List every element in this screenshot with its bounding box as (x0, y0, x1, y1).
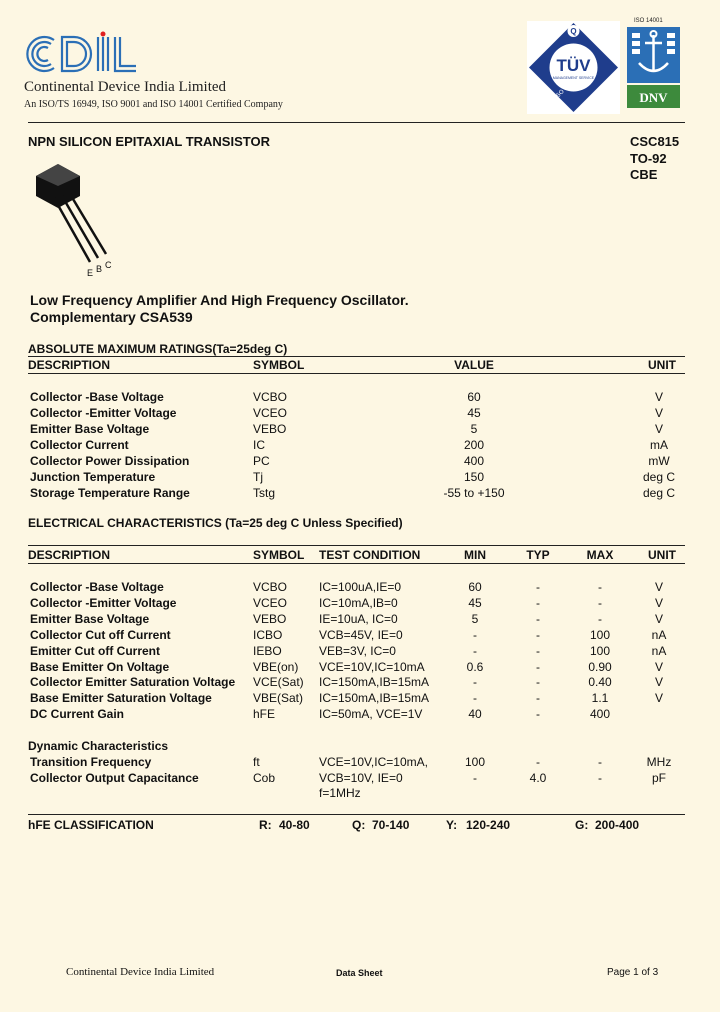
abs-max-description: Storage Temperature Range (30, 486, 190, 500)
elec-row-description: Collector -Base Voltage (30, 580, 164, 594)
abs-max-symbol: PC (253, 454, 270, 468)
cdil-logo (24, 30, 138, 78)
elec-divider-top (28, 545, 685, 546)
description-line-1: Low Frequency Amplifier And High Frequency Oscillator. (30, 292, 409, 308)
dynamic-row-min: - (473, 771, 477, 785)
svg-text:Q: Q (570, 27, 577, 36)
abs-max-symbol: VCEO (253, 406, 288, 420)
abs-max-divider-bottom (28, 373, 685, 374)
elec-row-description: Collector -Emitter Voltage (30, 595, 177, 610)
elec-row-symbol: IEBO (253, 643, 282, 658)
elec-row-min: 5 (471, 611, 479, 626)
pin-label-c: C (105, 260, 112, 270)
abs-max-header-value: VALUE (454, 358, 494, 372)
abs-max-description: Collector Current (30, 438, 129, 452)
hfe-class-q-range: 70-140 (372, 818, 410, 832)
to92-package-illustration (30, 158, 130, 280)
tuv-certification-badge (527, 21, 620, 114)
abs-max-divider-top (28, 356, 685, 357)
elec-row-max: 0.40 (588, 675, 612, 690)
abs-max-value: 5 (470, 422, 478, 436)
pinout: CBE (630, 167, 658, 182)
elec-row-min: 40 (468, 707, 482, 722)
elec-row-max: 100 (589, 643, 611, 658)
part-number: CSC815 (630, 134, 680, 149)
package-type: TO-92 (630, 151, 667, 166)
elec-row-description: DC Current Gain (30, 707, 125, 722)
abs-max-unit: V (654, 406, 663, 420)
abs-max-description: Collector -Base Voltage (30, 390, 164, 404)
elec-header-symbol: SYMBOL (253, 548, 305, 562)
elec-header-typ: TYP (526, 548, 550, 562)
hfe-class-g-range: 200-400 (595, 818, 640, 832)
abs-max-unit: deg C (642, 486, 676, 500)
elec-row-max: 400 (589, 707, 611, 722)
company-name: Continental Device India Limited (24, 79, 227, 95)
abs-max-description: Junction Temperature (30, 470, 156, 484)
abs-max-description: Collector Power Dissipation (30, 454, 190, 468)
abs-max-description: Emitter Base Voltage (30, 422, 150, 436)
elec-row-typ: - (536, 595, 540, 610)
elec-row-description: Base Emitter On Voltage (30, 659, 170, 674)
header-divider (28, 122, 685, 123)
abs-max-symbol: VCBO (253, 390, 288, 404)
footer-page: Page 1 of 3 (607, 967, 659, 978)
abs-max-title: ABSOLUTE MAXIMUM RATINGS(Ta=25deg C) (28, 342, 288, 356)
certification-line: An ISO/TS 16949, ISO 9001 and ISO 14001 Certified Company (24, 99, 283, 110)
elec-row-symbol: VCE(Sat) (253, 675, 304, 690)
elec-row-max: - (598, 580, 602, 594)
elec-row-typ: - (536, 627, 540, 642)
abs-max-value: -55 to +150 (443, 486, 505, 500)
elec-row-typ: - (536, 691, 540, 706)
dynamic-title: Dynamic Characteristics (28, 739, 169, 753)
elec-row-symbol: VEBO (253, 611, 287, 626)
elec-row-description: Base Emitter Saturation Voltage (30, 691, 212, 706)
description-line-2: Complementary CSA539 (30, 309, 193, 325)
elec-row-condition: IC=100uA,IE=0 (319, 580, 402, 594)
elec-row-description: Emitter Base Voltage (30, 611, 150, 626)
footer-doc-type: Data Sheet (336, 968, 383, 978)
elec-row-min: - (473, 691, 477, 706)
elec-row-max: - (598, 595, 602, 610)
elec-row-unit: nA (651, 643, 667, 658)
elec-row-typ: - (536, 659, 540, 674)
abs-max-description: Collector -Emitter Voltage (30, 406, 177, 420)
abs-max-symbol: Tj (253, 470, 263, 484)
dynamic-row-unit: pF (651, 771, 666, 785)
elec-row-description: Collector Cut off Current (30, 627, 171, 642)
dynamic-row-max: - (598, 771, 602, 785)
elec-row-typ: - (536, 707, 540, 722)
elec-row-symbol: VCBO (253, 580, 288, 594)
dynamic-row-description: Collector Output Capacitance (30, 771, 199, 785)
elec-header-max: MAX (586, 548, 614, 562)
elec-row-min: - (473, 627, 477, 642)
abs-max-header-symbol: SYMBOL (253, 358, 305, 372)
elec-row-symbol: VCEO (253, 595, 288, 610)
elec-row-min: - (473, 643, 477, 658)
elec-row-condition: VCB=45V, IE=0 (319, 627, 403, 642)
hfe-class-q-label: Q: (352, 818, 366, 832)
abs-max-header-unit: UNIT (648, 358, 676, 372)
dynamic-extra-condition: f=1MHz (319, 786, 361, 800)
elec-row-symbol: VBE(Sat) (253, 691, 304, 706)
abs-max-value: 400 (463, 454, 485, 468)
elec-row-condition: IC=10mA,IB=0 (319, 595, 398, 610)
abs-max-unit: mW (648, 454, 670, 468)
elec-row-max: - (598, 611, 602, 626)
elec-row-typ: - (536, 580, 540, 594)
dynamic-row-max: - (598, 755, 602, 769)
abs-max-value: 60 (467, 390, 481, 404)
hfe-divider (28, 814, 685, 815)
elec-title: ELECTRICAL CHARACTERISTICS (Ta=25 deg C Unless Specified) (28, 516, 403, 530)
dynamic-row-unit: MHz (646, 755, 672, 769)
elec-row-typ: - (536, 675, 540, 690)
elec-row-unit: V (654, 611, 663, 626)
hfe-class-g-label: G: (575, 818, 589, 832)
elec-row-max: 0.90 (588, 659, 612, 674)
dynamic-row-min: 100 (464, 755, 486, 769)
elec-row-min: 0.6 (466, 659, 484, 674)
elec-row-max: 1.1 (591, 691, 609, 706)
elec-row-condition: IC=150mA,IB=15mA (319, 675, 430, 690)
elec-row-symbol: ICBO (253, 627, 283, 642)
abs-max-unit: V (654, 422, 663, 436)
hfe-title: hFE CLASSIFICATION (28, 818, 154, 832)
abs-max-symbol: Tstg (253, 486, 276, 500)
abs-max-value: 200 (463, 438, 485, 452)
hfe-class-r-label: R: (259, 818, 272, 832)
elec-row-max: 100 (589, 627, 611, 642)
iso-14001-tag: ISO 14001 (634, 18, 663, 24)
elec-row-unit: V (654, 675, 663, 690)
elec-row-symbol: hFE (253, 707, 276, 722)
elec-row-unit: V (654, 659, 663, 674)
abs-max-symbol: VEBO (253, 422, 287, 436)
product-title: NPN SILICON EPITAXIAL TRANSISTOR (28, 134, 270, 149)
abs-max-value: 150 (463, 470, 485, 484)
hfe-class-y-label: Y: (446, 818, 458, 832)
elec-row-condition: IC=150mA,IB=15mA (319, 691, 430, 706)
pin-label-b: B (96, 264, 103, 274)
tuv-text: TÜV (556, 56, 591, 75)
elec-row-unit: V (654, 691, 663, 706)
hfe-class-r-range: 40-80 (279, 818, 310, 832)
abs-max-unit: deg C (642, 470, 676, 484)
tuv-sub: MANAGEMENT SERVICE (552, 76, 595, 80)
abs-max-symbol: IC (253, 438, 265, 452)
elec-header-description: DESCRIPTION (28, 548, 111, 562)
elec-row-symbol: VBE(on) (253, 659, 299, 674)
dynamic-row-description: Transition Frequency (30, 755, 152, 769)
elec-row-condition: IE=10uA, IC=0 (319, 611, 398, 626)
dnv-badge (627, 27, 680, 108)
hfe-class-y-range: 120-240 (466, 818, 511, 832)
dynamic-row-typ: 4.0 (529, 771, 547, 785)
elec-divider-bottom (28, 563, 685, 564)
elec-row-condition: IC=50mA, VCE=1V (319, 707, 423, 722)
abs-max-unit: mA (650, 438, 668, 452)
dynamic-row-condition: VCE=10V,IC=10mA, (319, 755, 428, 769)
elec-header-unit: UNIT (648, 548, 676, 562)
elec-row-min: 45 (468, 595, 482, 610)
elec-header-condition: TEST CONDITION (319, 548, 421, 562)
elec-row-unit: V (654, 595, 663, 610)
pin-label-e: E (87, 268, 94, 278)
svg-text:ISO 9001: ISO 9001 (554, 78, 577, 101)
elec-row-min: - (473, 675, 477, 690)
dnv-text: DNV (639, 90, 668, 105)
elec-row-unit: V (654, 580, 663, 594)
abs-max-unit: V (654, 390, 663, 404)
elec-row-description: Collector Emitter Saturation Voltage (30, 675, 236, 690)
dynamic-row-symbol: ft (253, 755, 260, 769)
dynamic-row-condition: VCB=10V, IE=0 (319, 771, 403, 785)
elec-row-description: Emitter Cut off Current (30, 643, 160, 658)
elec-row-condition: VCE=10V,IC=10mA (319, 659, 425, 674)
elec-row-typ: - (536, 643, 540, 658)
elec-header-min: MIN (464, 548, 486, 562)
dynamic-row-symbol: Cob (253, 771, 276, 785)
elec-row-typ: - (536, 611, 540, 626)
dynamic-row-typ: - (536, 755, 540, 769)
elec-row-unit: nA (651, 627, 667, 642)
elec-row-condition: VEB=3V, IC=0 (319, 643, 396, 658)
abs-max-header-description: DESCRIPTION (28, 358, 111, 372)
footer-company: Continental Device India Limited (66, 966, 215, 978)
elec-row-min: 60 (468, 580, 482, 594)
abs-max-value: 45 (467, 406, 481, 420)
